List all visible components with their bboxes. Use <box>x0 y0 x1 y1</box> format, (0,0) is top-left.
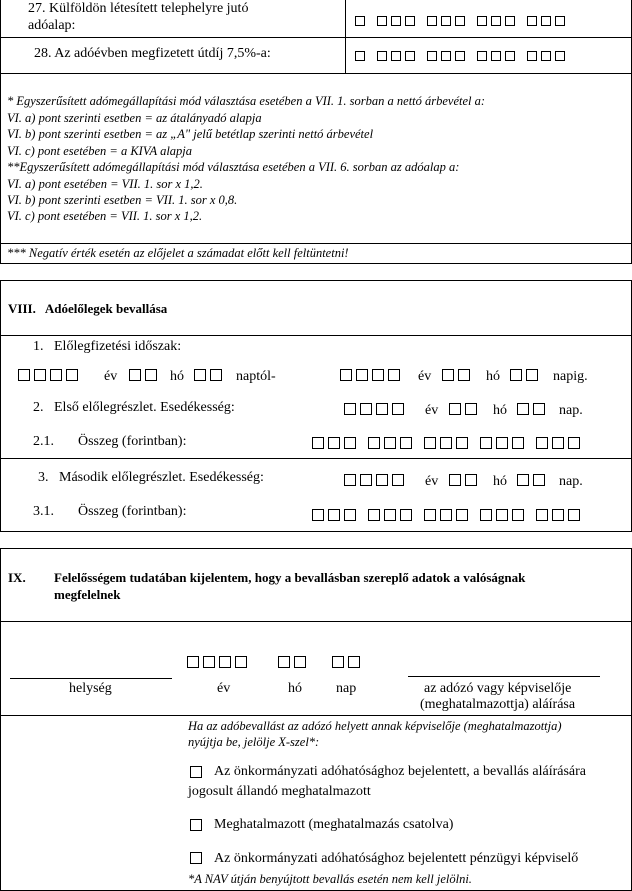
period-to-month-boxes[interactable] <box>442 369 474 381</box>
second-installment-label: 3. Második előlegrészlet. Esedékesség: <box>38 470 264 485</box>
period-from-month-boxes[interactable] <box>129 369 161 381</box>
row-27-28-separator <box>0 37 632 38</box>
second-installment-day-label: nap. <box>559 474 583 489</box>
permanent-authorized-checkbox[interactable] <box>190 766 202 778</box>
section-9-signature-line <box>0 715 632 716</box>
signature-day-boxes[interactable] <box>332 656 364 668</box>
second-installment-month-label: hó <box>493 474 507 489</box>
signature-month-label: hó <box>288 681 302 696</box>
signature-year-label: év <box>217 681 231 696</box>
representative-instruction-line2: nyújtja be, jelölje X-szel*: <box>188 735 320 749</box>
note-line-3: VI. b) pont szerinti esetben = az „A" jelű betétlap szerinti nettó árbevétel <box>7 127 374 141</box>
section-8-header-line <box>0 335 632 336</box>
note-line-4: VI. c) pont esetében = a KIVA alapja <box>7 144 193 158</box>
second-installment-amount-label: Összeg (forintban): <box>78 504 187 519</box>
row-27-label-line2: adóalap: <box>28 18 76 33</box>
note-line-6: VI. a) pont esetében = VII. 1. sor x 1,2. <box>7 177 203 191</box>
section-9-title-line1: Felelősségem tudatában kijelentem, hogy a bevallásban szereplő adatok a valóságnak <box>54 570 526 585</box>
row-28-label: 28. Az adóévben megfizetett útdíj 7,5%-a: <box>34 46 271 61</box>
section-8-mid-line <box>0 458 632 459</box>
negative-value-note: *** Negatív érték esetén az előjelet a számadat előtt kell feltüntetni! <box>7 246 349 260</box>
section-9-header-line <box>0 621 632 622</box>
first-installment-day-boxes[interactable] <box>517 403 549 415</box>
first-installment-month-label: hó <box>493 403 507 418</box>
first-installment-day-label: nap. <box>559 403 583 418</box>
signature-field-line[interactable] <box>408 676 600 677</box>
row-28-bottom <box>0 73 632 74</box>
financial-representative-label: Az önkormányzati adóhatósághoz bejelentett pénzügyi képviselő <box>214 851 579 866</box>
note-line-5: **Egyszerűsített adómegállapítási mód választása esetében a VII. 6. sorban az adóalap a: <box>7 160 460 174</box>
period-from-suffix: naptól- <box>236 369 276 384</box>
first-installment-month-boxes[interactable] <box>449 403 481 415</box>
first-installment-label: 2. Első előlegrészlet. Esedékesség: <box>33 400 235 415</box>
row-28-amount-boxes[interactable] <box>355 51 569 61</box>
first-installment-year-label: év <box>425 403 439 418</box>
row-27-label-line1: 27. Külföldön létesített telephelyre jutó <box>28 1 249 16</box>
second-installment-year-label: év <box>425 474 439 489</box>
period-from-year-label: év <box>104 369 118 384</box>
period-to-year-label: év <box>418 369 432 384</box>
note-line-7: VI. b) pont szerinti esetben = VII. 1. sor x 0,8. <box>7 193 238 207</box>
period-to-year-boxes[interactable] <box>340 369 404 381</box>
second-installment-amount-boxes[interactable] <box>312 509 584 521</box>
notes-separator <box>0 243 632 244</box>
signature-month-boxes[interactable] <box>278 656 310 668</box>
period-to-suffix: napig. <box>553 369 588 384</box>
signature-day-label: nap <box>336 681 357 696</box>
authorized-attached-label: Meghatalmazott (meghatalmazás csatolva) <box>214 817 454 832</box>
permanent-authorized-label-line1: Az önkormányzati adóhatósághoz bejelentett, a bevallás aláírására <box>214 764 586 779</box>
second-installment-day-boxes[interactable] <box>517 474 549 486</box>
note-line-1: * Egyszerűsített adómegállapítási mód választása esetében a VII. 1. sorban a nettó árbevétel a: <box>7 94 486 108</box>
place-label: helység <box>69 681 112 696</box>
prepayment-period-label: 1. Előlegfizetési időszak: <box>33 339 182 354</box>
second-installment-year-boxes[interactable] <box>344 474 408 486</box>
first-installment-amount-number: 2.1. <box>33 434 54 449</box>
representative-instruction-line1: Ha az adóbevallást az adózó helyett annak képviselője (meghatalmazottja) <box>188 719 562 733</box>
first-installment-amount-boxes[interactable] <box>312 437 584 449</box>
first-installment-amount-label: Összeg (forintban): <box>78 434 187 449</box>
authorized-attached-checkbox[interactable] <box>190 819 202 831</box>
period-to-day-boxes[interactable] <box>510 369 542 381</box>
financial-representative-checkbox[interactable] <box>190 852 202 864</box>
signature-label-line2: (meghatalmazottja) aláírása <box>420 697 576 712</box>
note-line-2: VI. a) pont szerinti esetben = az átalányadó alapja <box>7 111 262 125</box>
period-from-year-boxes[interactable] <box>18 369 82 381</box>
period-from-day-boxes[interactable] <box>194 369 226 381</box>
note-line-8: VI. c) pont esetében = VII. 1. sor x 1,2. <box>7 209 203 223</box>
second-installment-amount-number: 3.1. <box>33 504 54 519</box>
second-installment-month-boxes[interactable] <box>449 474 481 486</box>
period-to-month-label: hó <box>486 369 500 384</box>
permanent-authorized-label-line2: jogosult állandó meghatalmazott <box>188 784 371 799</box>
signature-label-line1: az adózó vagy képviselője <box>424 681 572 696</box>
section-8-title: VIII. Adóelőlegek bevallása <box>8 301 168 316</box>
nav-footnote: *A NAV útján benyújtott bevallás esetén nem kell jelölni. <box>188 872 472 886</box>
signature-year-boxes[interactable] <box>187 656 251 668</box>
row-27-amount-boxes[interactable] <box>355 16 569 26</box>
period-from-month-label: hó <box>170 369 184 384</box>
section-9-title-line2: megfelelnek <box>54 587 121 602</box>
place-line[interactable] <box>10 678 172 679</box>
first-installment-year-boxes[interactable] <box>344 403 408 415</box>
section-9-number: IX. <box>8 570 26 585</box>
